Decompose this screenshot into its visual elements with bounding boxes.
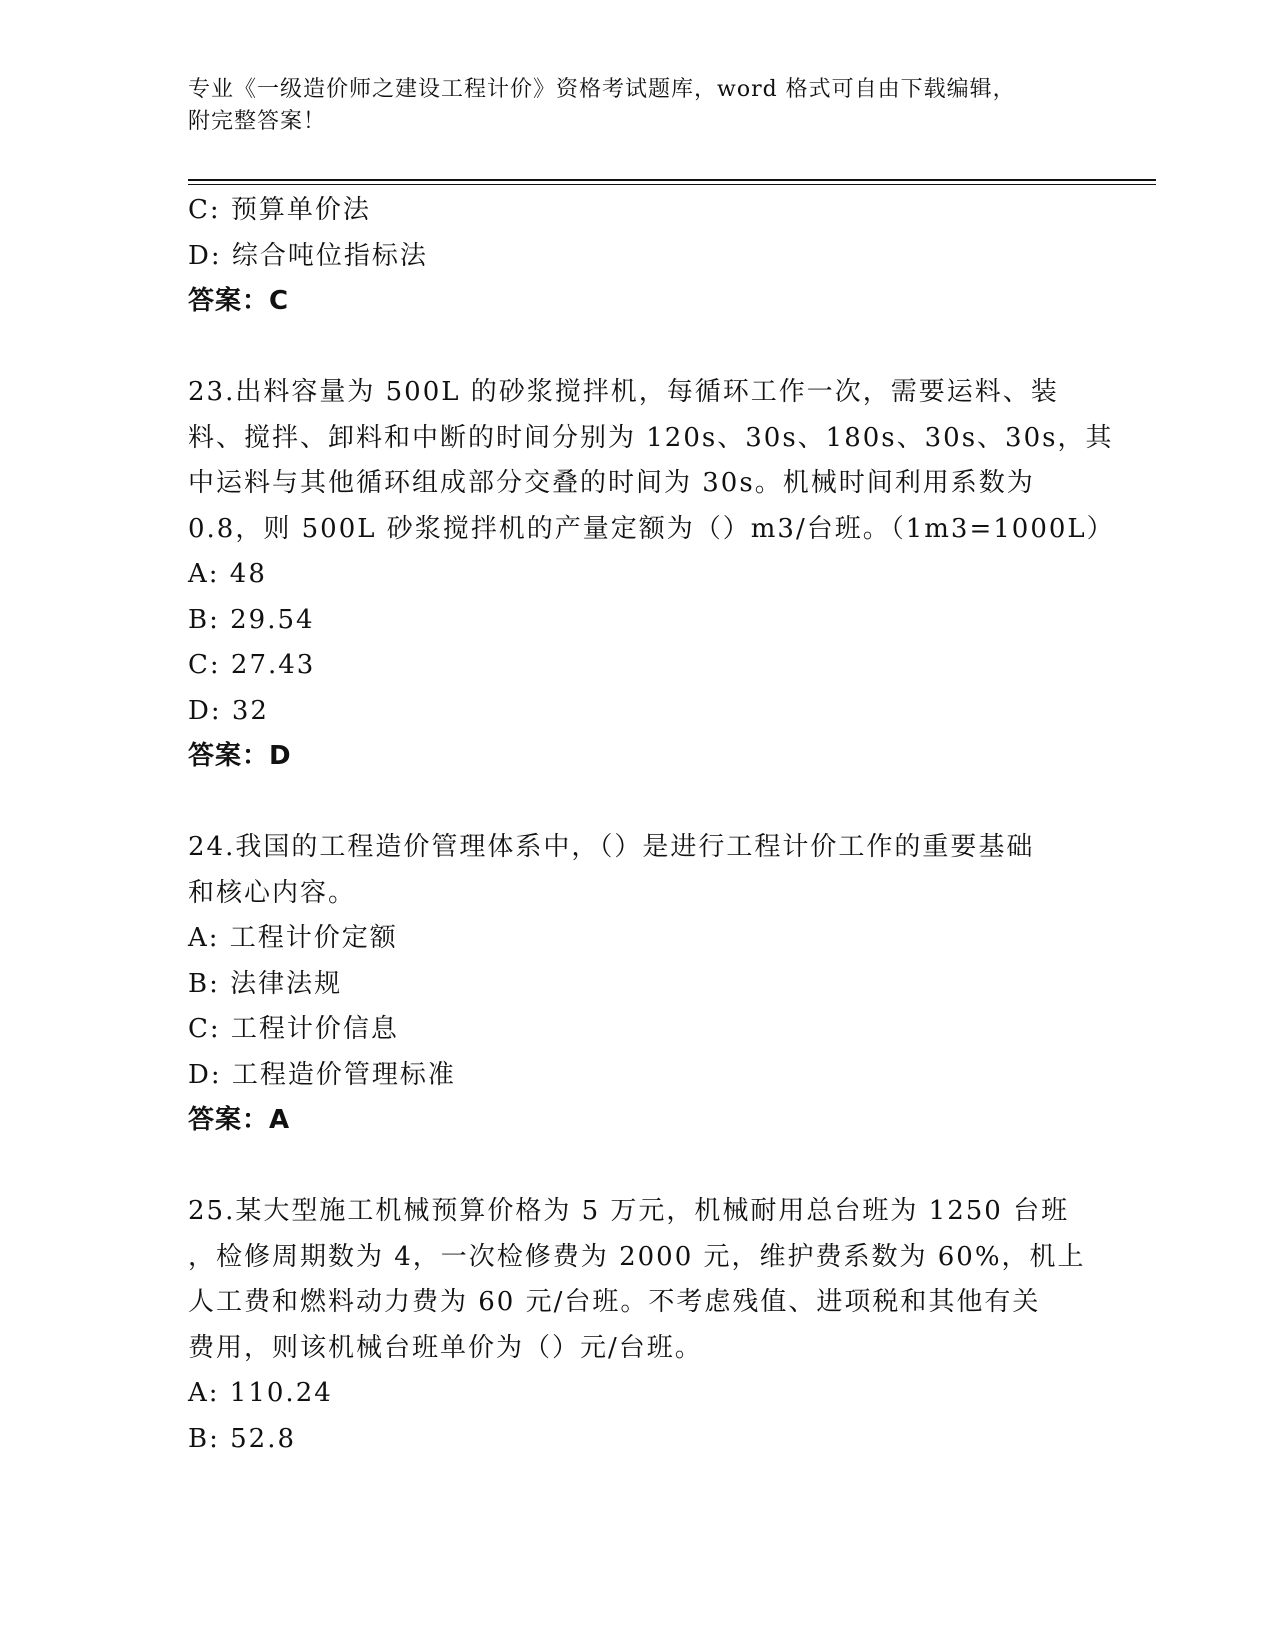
page-header: [188, 74, 1088, 138]
question-24: [188, 825, 1088, 1144]
question-stem-line: ，检修周期数为 4，一次检修费为 2000 元，维护费系数为 60%，机上: [188, 1241, 1086, 1272]
question-22-tail: [188, 188, 1088, 325]
option-b: B: 52.8: [188, 1423, 297, 1454]
option-c: C: 工程计价信息: [188, 1014, 399, 1044]
option-b: B: 法律法规: [188, 968, 343, 999]
spacer: [188, 1144, 1088, 1190]
spacer: [188, 780, 1088, 826]
question-stem-line: 0.8，则 500L 砂浆搅拌机的产量定额为（）m3/台班。（1m3=1000L）: [188, 513, 1115, 544]
question-stem-line: 人工费和燃料动力费为 60 元/台班。不考虑残值、进项税和其他有关: [188, 1287, 1041, 1317]
option-a: A: 110.24: [188, 1378, 333, 1408]
question-stem-line: 24.我国的工程造价管理体系中，（）是进行工程计价工作的重要基础: [188, 832, 1035, 862]
header-line-2: 附完整答案！: [188, 109, 327, 134]
question-23: [188, 370, 1115, 780]
question-25: [188, 1189, 1088, 1462]
header-divider-thin: [188, 184, 1156, 185]
option-b: B: 29.54: [188, 604, 315, 635]
question-stem-line: 23.出料容量为 500L 的砂浆搅拌机，每循环工作一次，需要运料、装: [188, 377, 1059, 407]
option-a: A: 48: [188, 559, 267, 589]
header-divider-thick: [188, 179, 1156, 181]
question-stem-line: 25.某大型施工机械预算价格为 5 万元，机械耐用总台班为 1250 台班: [188, 1196, 1070, 1226]
option-d: D: 32: [188, 695, 269, 726]
option-c: C: 预算单价法: [188, 195, 371, 225]
answer-line: 答案：C: [188, 286, 290, 316]
question-stem-line: 料、搅拌、卸料和中断的时间分别为 120s、30s、180s、30s、30s，其: [188, 422, 1114, 453]
question-content: [188, 188, 1115, 1462]
option-a: A: 工程计价定额: [188, 923, 398, 953]
spacer: [188, 325, 1088, 371]
question-stem-line: 中运料与其他循环组成部分交叠的时间为 30s。机械时间利用系数为: [188, 468, 1035, 498]
option-d: D: 综合吨位指标法: [188, 240, 428, 271]
option-d: D: 工程造价管理标准: [188, 1059, 456, 1090]
answer-line: 答案：A: [188, 1105, 291, 1135]
question-stem-line: 和核心内容。: [188, 877, 357, 908]
answer-line: 答案：D: [188, 741, 292, 771]
header-line-1: 专业《一级造价师之建设工程计价》资格考试题库，word 格式可自由下载编辑，: [188, 77, 1016, 102]
option-c: C: 27.43: [188, 650, 316, 680]
question-stem-line: 费用，则该机械台班单价为（）元/台班。: [188, 1332, 703, 1363]
